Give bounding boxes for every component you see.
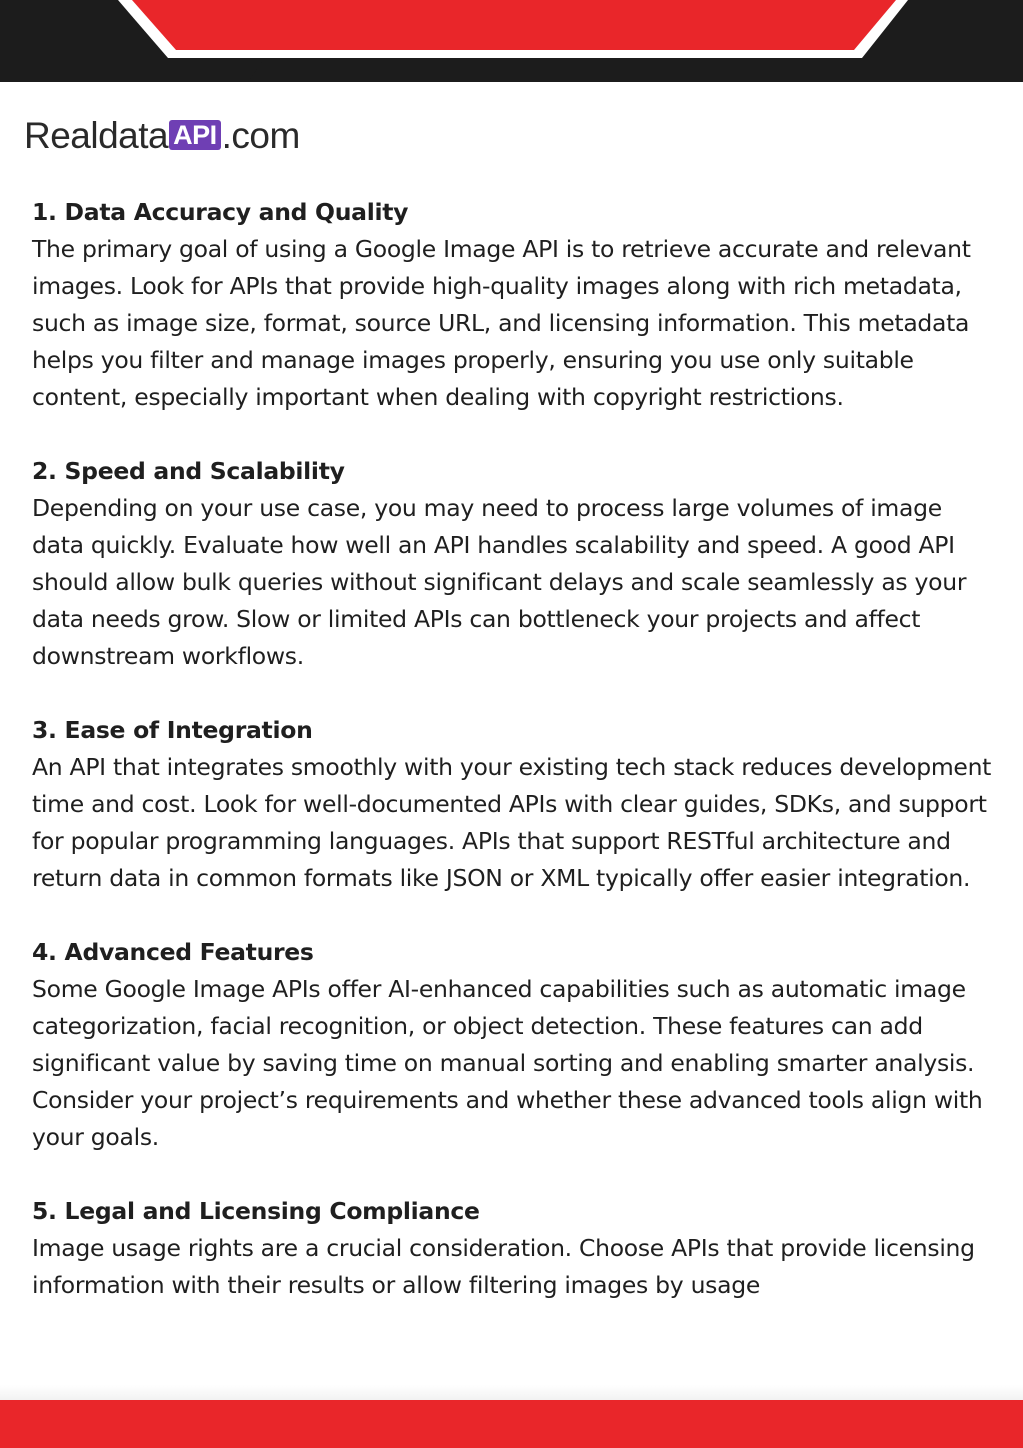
section-title: 4. Advanced Features bbox=[32, 938, 314, 966]
section-body: Image usage rights are a crucial consideration. Choose APIs that provide licensing information with their results or allow filtering images by usage bbox=[32, 1234, 975, 1299]
footer-red-band bbox=[0, 1400, 1023, 1448]
section-body: An API that integrates smoothly with your existing tech stack reduces development time and cost. Look for well-documented APIs with clear guides, SDKs, and support for popular programming languages. APIs that support RESTful architecture and return data in common formats like JSON or XML typically offer easier integration. bbox=[32, 753, 992, 892]
section-ease-of-integration bbox=[32, 712, 992, 897]
section-data-accuracy bbox=[32, 194, 992, 416]
section-speed-scalability bbox=[32, 453, 992, 675]
footer-fade bbox=[0, 1385, 1023, 1400]
section-body: The primary goal of using a Google Image API is to retrieve accurate and relevant images. Look for APIs that provide high-quality images along with rich metadata, such as image size, format, source URL, and licensing information. This metadata helps you filter and manage images properly, ensuring you use only suitable content, especially important when dealing with copyright restrictions. bbox=[32, 235, 971, 411]
section-title: 1. Data Accuracy and Quality bbox=[32, 198, 409, 226]
realdataapi-logo bbox=[24, 112, 300, 160]
logo-prefix: Realdata bbox=[24, 115, 169, 156]
section-legal-licensing bbox=[32, 1193, 992, 1304]
section-title: 5. Legal and Licensing Compliance bbox=[32, 1197, 480, 1225]
header-banner bbox=[0, 0, 1023, 90]
article-content bbox=[32, 194, 992, 1341]
section-body: Some Google Image APIs offer AI-enhanced capabilities such as automatic image categorization, facial recognition, or object detection. These features can add significant value by saving time on manual sorting and enabling smarter analysis. Consider your project’s requirements and whether these advanced tools align with your goals. bbox=[32, 975, 983, 1151]
logo-suffix: .com bbox=[221, 115, 300, 156]
section-body: Depending on your use case, you may need to process large volumes of image data quickly. Evaluate how well an API handles scalability and speed. A good API should allow bulk queries without significant delays and scale seamlessly as your data needs grow. Slow or limited APIs can bottleneck your projects and affect downstream workflows. bbox=[32, 494, 967, 670]
logo-api-badge: API bbox=[169, 120, 221, 150]
section-title: 2. Speed and Scalability bbox=[32, 457, 345, 485]
section-title: 3. Ease of Integration bbox=[32, 716, 313, 744]
section-advanced-features bbox=[32, 934, 992, 1156]
